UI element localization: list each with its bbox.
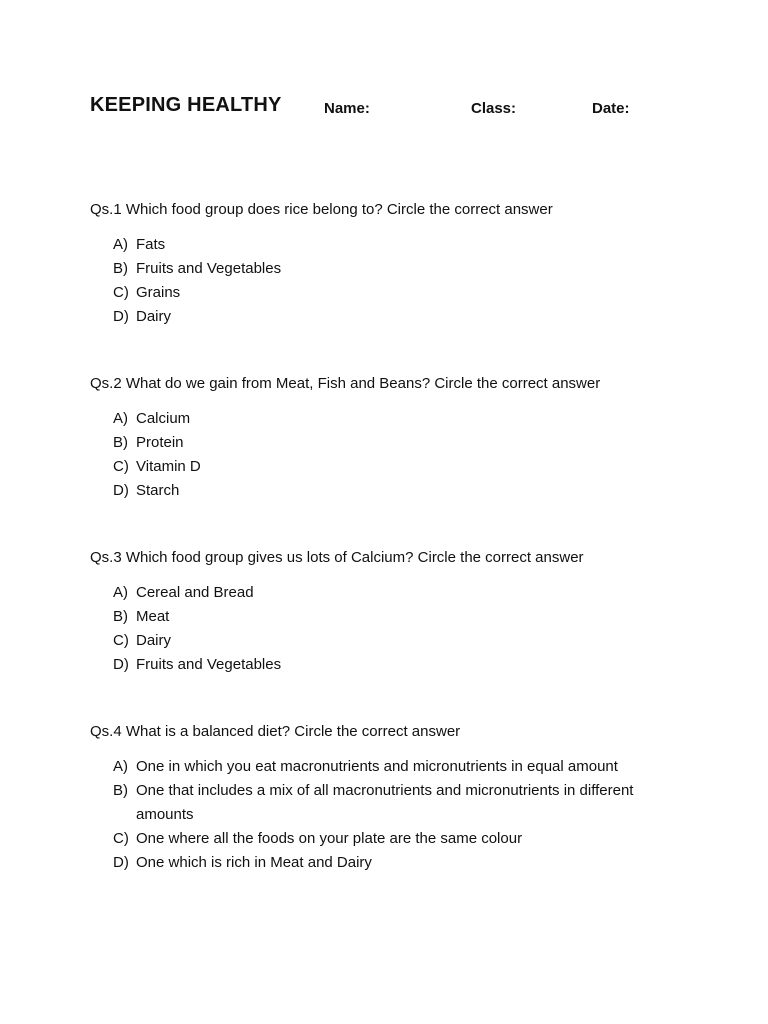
option-text: One where all the foods on your plate are the same colour <box>136 830 523 847</box>
option-text: Starch <box>136 482 180 499</box>
answer-options <box>90 581 690 677</box>
option-letter: B) <box>113 608 128 625</box>
question-text: Qs.4 What is a balanced diet? Circle the correct answer <box>90 723 461 740</box>
date-label: Date: <box>592 100 630 117</box>
option-letter: B) <box>113 434 128 451</box>
option-text: Cereal and Bread <box>136 584 254 601</box>
option-letter: C) <box>113 632 129 649</box>
answer-options <box>90 407 690 503</box>
option-text: Protein <box>136 434 184 451</box>
option-text: Meat <box>136 608 170 625</box>
option-letter: C) <box>113 284 129 301</box>
option-letter: B) <box>113 260 128 277</box>
option-letter: A) <box>113 236 128 253</box>
option-letter: A) <box>113 584 128 601</box>
option-letter: A) <box>113 410 128 427</box>
answer-option[interactable] <box>113 455 690 479</box>
answer-option[interactable] <box>113 479 690 503</box>
worksheet-title: KEEPING HEALTHY <box>90 94 282 116</box>
option-text: One which is rich in Meat and Dairy <box>136 854 372 871</box>
option-letter: D) <box>113 308 129 325</box>
answer-option[interactable] <box>113 581 690 605</box>
answer-option[interactable] <box>113 629 690 653</box>
answer-option[interactable] <box>113 851 690 875</box>
option-letter: B) <box>113 782 128 799</box>
name-label: Name: <box>324 100 370 117</box>
option-letter: C) <box>113 458 129 475</box>
option-text: One in which you eat macronutrients and micronutrients in equal amount <box>136 758 618 775</box>
option-letter: D) <box>113 854 129 871</box>
answer-option[interactable] <box>113 281 690 305</box>
worksheet-header <box>90 94 710 124</box>
option-text: Calcium <box>136 410 191 427</box>
option-letter: A) <box>113 758 128 775</box>
option-text: Grains <box>136 284 181 301</box>
answer-option[interactable] <box>113 407 690 431</box>
answer-option[interactable] <box>113 305 690 329</box>
answer-option[interactable] <box>113 233 690 257</box>
option-text: Fruits and Vegetables <box>136 260 282 277</box>
option-letter: C) <box>113 830 129 847</box>
option-letter: D) <box>113 656 129 673</box>
question-2 <box>90 374 690 503</box>
option-text: Fruits and Vegetables <box>136 656 282 673</box>
answer-option[interactable] <box>113 431 690 455</box>
answer-option[interactable] <box>113 605 690 629</box>
option-letter: D) <box>113 482 129 499</box>
question-4 <box>90 722 690 875</box>
answer-options <box>90 233 690 329</box>
answer-option[interactable] <box>113 755 690 779</box>
question-text: Qs.1 Which food group does rice belong to? Circle the correct answer <box>90 201 553 218</box>
question-1 <box>90 200 690 329</box>
option-text: Vitamin D <box>136 458 201 475</box>
question-text: Qs.2 What do we gain from Meat, Fish and Beans? Circle the correct answer <box>90 375 601 392</box>
answer-option[interactable] <box>113 257 690 281</box>
answer-options <box>90 755 690 875</box>
answer-option[interactable] <box>113 653 690 677</box>
answer-option[interactable] <box>113 779 690 827</box>
question-3 <box>90 548 690 677</box>
class-label: Class: <box>471 100 517 117</box>
option-text: Dairy <box>136 632 172 649</box>
answer-option[interactable] <box>113 827 690 851</box>
option-text: One that includes a mix of all macronutrients and micronutrients in different amounts <box>136 782 634 823</box>
question-text: Qs.3 Which food group gives us lots of Calcium? Circle the correct answer <box>90 549 584 566</box>
option-text: Fats <box>136 236 166 253</box>
option-text: Dairy <box>136 308 172 325</box>
